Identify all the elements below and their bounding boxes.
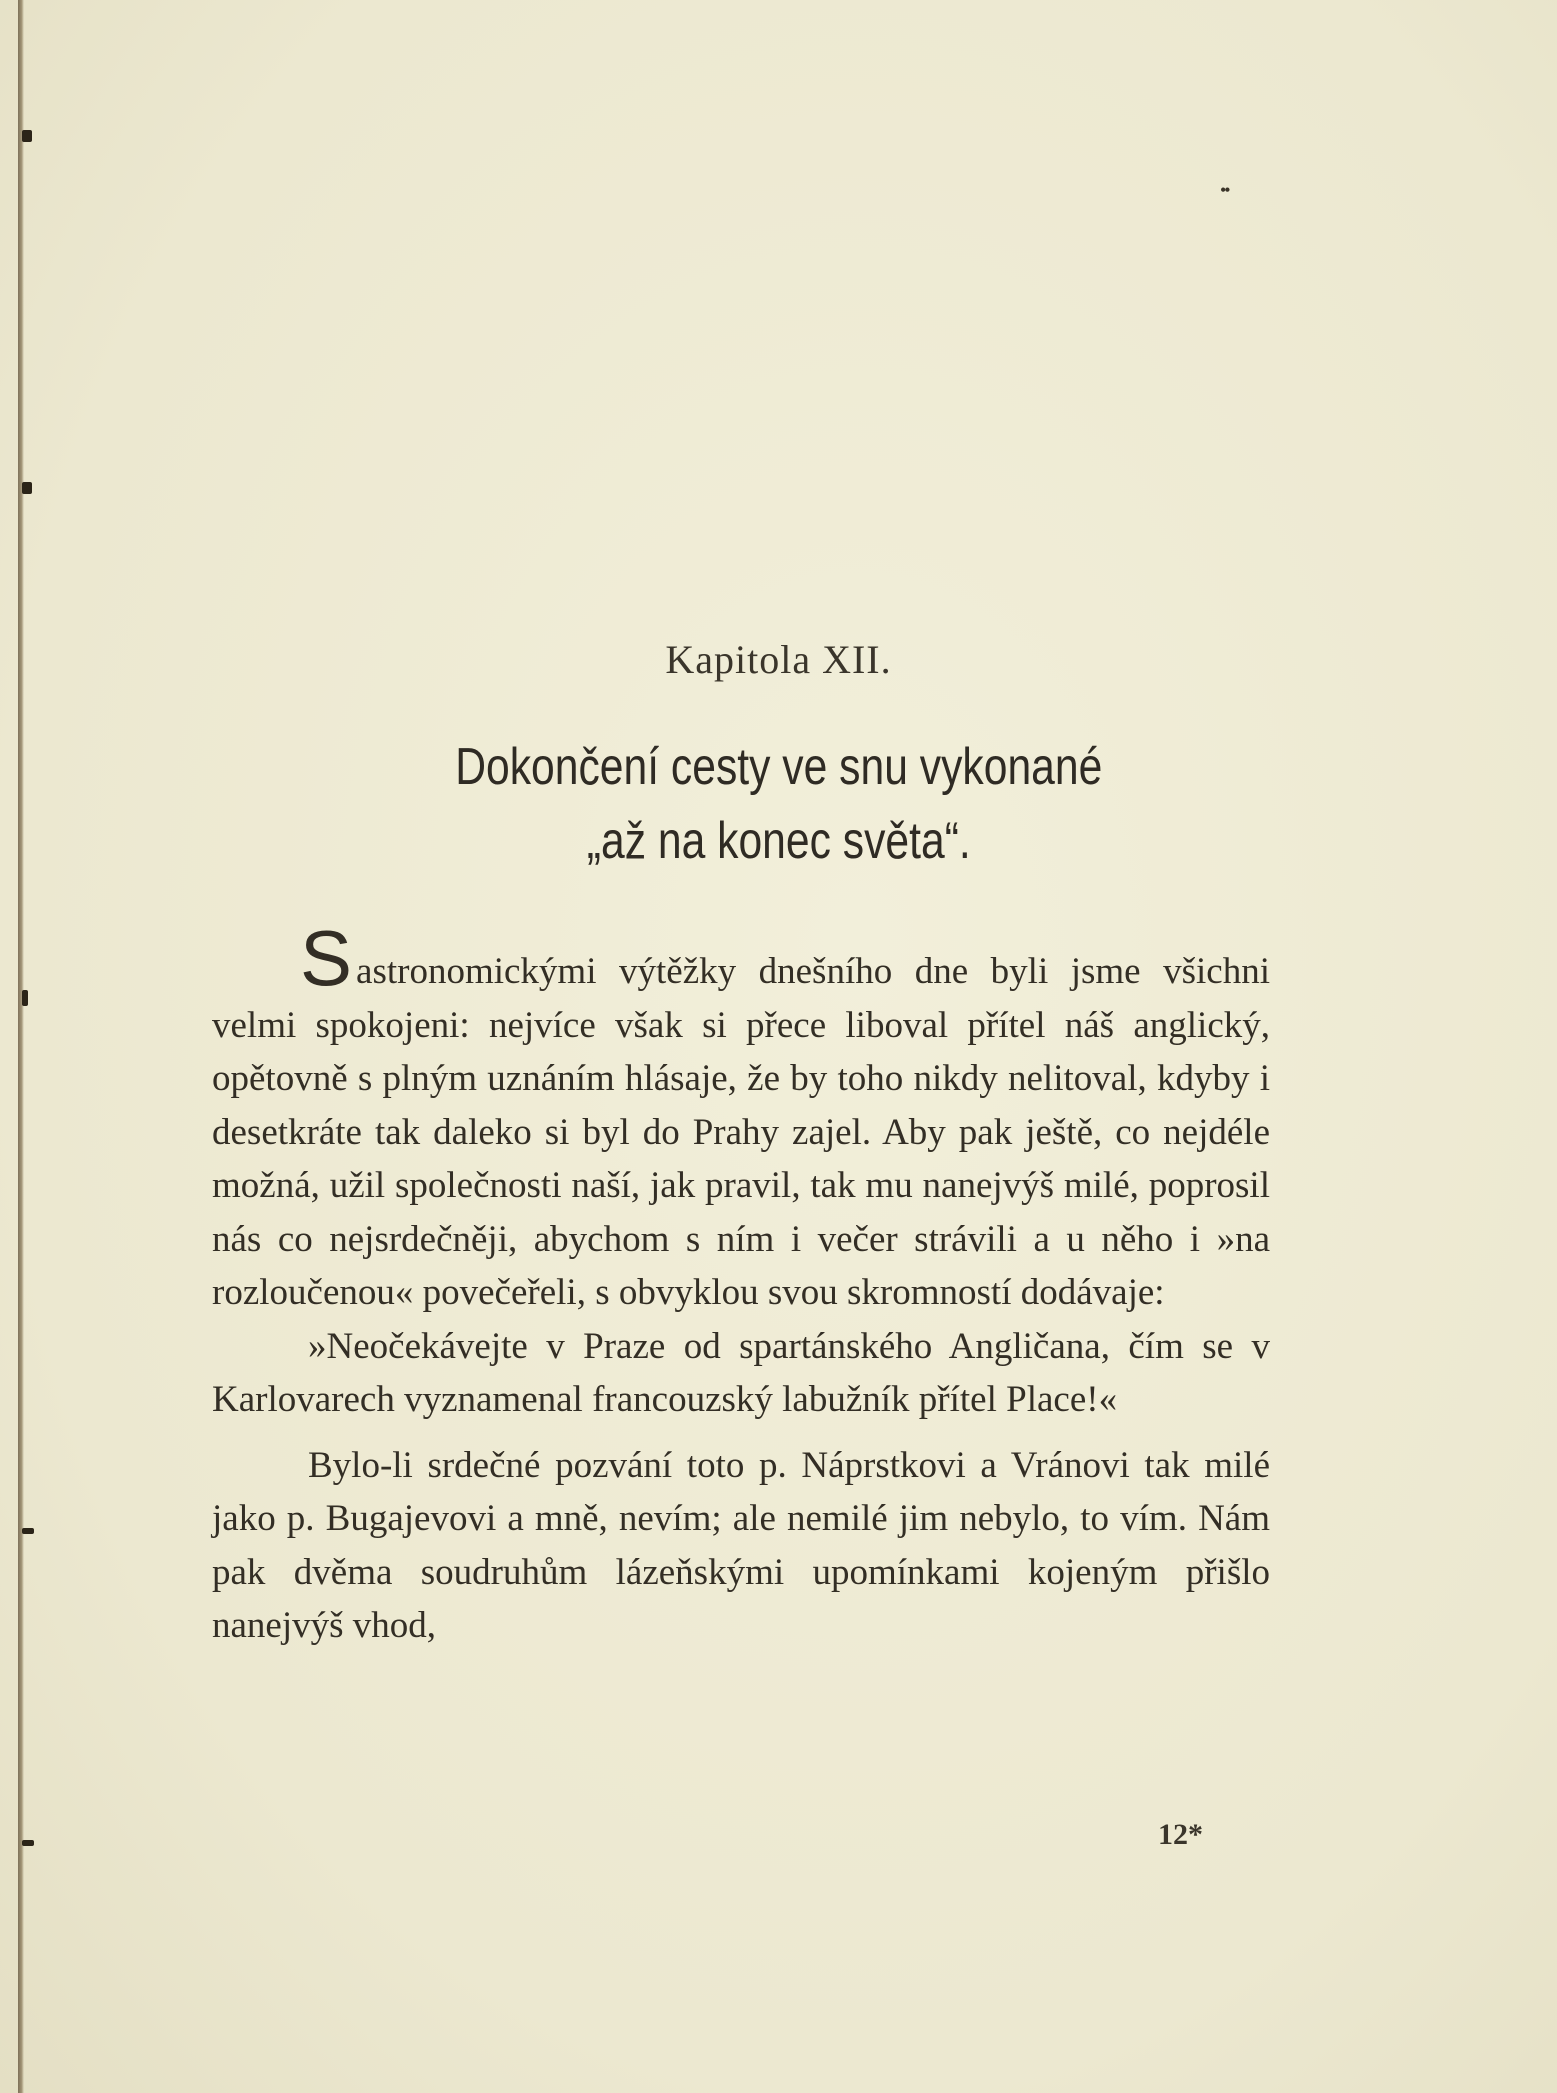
- paragraph-2: »Neočekávejte v Praze od spartánského Angličana, čím se v Karlovarech vyznamenal francouzský labužník přítel Place!«: [212, 1325, 1270, 1420]
- ink-specks: ••: [1220, 180, 1229, 200]
- page-number: 12*: [1158, 1818, 1203, 1851]
- drop-cap: S: [300, 914, 353, 1002]
- binding-mark: [22, 990, 28, 1006]
- paragraph-1: [212, 914, 1270, 1320]
- binding-mark: [22, 130, 32, 142]
- binding-mark: [22, 1840, 34, 1846]
- binding-edge: [18, 0, 24, 2093]
- binding-mark: [22, 482, 32, 494]
- paragraph-3: Bylo-li srdečné pozvání toto p. Náprstkovi a Vránovi tak milé jako p. Bugajevovi a mně, nevím; ale nemilé jim nebylo, to vím. Nám pak dvěma soudruhům lázeňskými upomínkami kojeným přišlo nanejvýš vhod,: [212, 1444, 1270, 1646]
- paragraph-1-text: astronomickými výtěžky dnešního dne byli jsme všichni velmi spokojeni: nejvíce však si přece liboval přítel náš anglický, opětovně s plným uznáním hlásaje, že by toho nikdy nelitoval, kdyby i desetkráte tak daleko si byl do Prahy zajel. Aby pak ještě, co nejdéle možná, užil společnosti naší, jak pravil, tak mu nanejvýš milé, poprosil nás co nejsrdečněji, abychom s ním i večer strávili a u něho i »na rozloučenou« povečeřeli, s obvyklou svou skromností dodávaje:: [212, 951, 1270, 1313]
- chapter-title-line1: Dokončení cesty ve snu vykonané: [455, 738, 1103, 796]
- chapter-heading: Kapitola XII.: [665, 637, 892, 682]
- body-text: [212, 914, 1270, 1653]
- chapter-title: [140, 730, 1417, 878]
- binding-mark: [22, 1528, 34, 1534]
- chapter-title-line2: „až na konec světa“.: [586, 812, 971, 870]
